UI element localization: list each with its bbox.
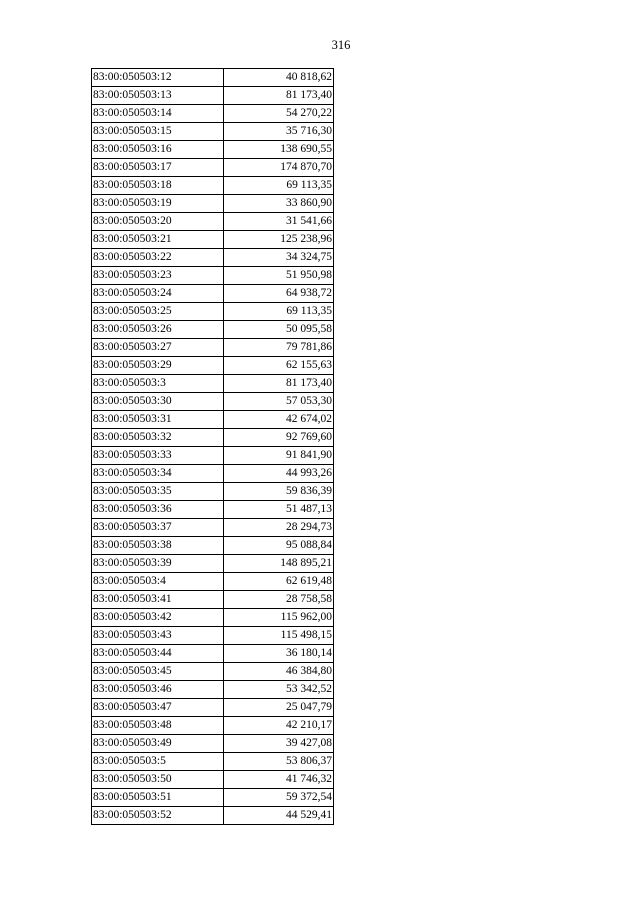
value-cell: 69 113,35 [224, 177, 334, 195]
value-cell: 62 155,63 [224, 357, 334, 375]
table-row [92, 213, 334, 231]
cadastral-number-cell: 83:00:050503:21 [92, 231, 224, 249]
value-cell: 36 180,14 [224, 645, 334, 663]
cadastral-number-cell: 83:00:050503:19 [92, 195, 224, 213]
value-cell: 62 619,48 [224, 573, 334, 591]
value-cell: 81 173,40 [224, 87, 334, 105]
table-row [92, 573, 334, 591]
table-row [92, 195, 334, 213]
value-cell: 25 047,79 [224, 699, 334, 717]
table-row [92, 663, 334, 681]
table-row [92, 141, 334, 159]
value-cell: 41 746,32 [224, 771, 334, 789]
table-row [92, 339, 334, 357]
value-cell: 115 962,00 [224, 609, 334, 627]
value-cell: 40 818,62 [224, 69, 334, 87]
value-cell: 125 238,96 [224, 231, 334, 249]
value-cell: 42 210,17 [224, 717, 334, 735]
table-row [92, 159, 334, 177]
table-row [92, 771, 334, 789]
value-cell: 115 498,15 [224, 627, 334, 645]
value-cell: 51 487,13 [224, 501, 334, 519]
cadastral-number-cell: 83:00:050503:33 [92, 447, 224, 465]
cadastral-number-cell: 83:00:050503:13 [92, 87, 224, 105]
value-cell: 57 053,30 [224, 393, 334, 411]
cadastral-number-cell: 83:00:050503:25 [92, 303, 224, 321]
cadastral-number-cell: 83:00:050503:51 [92, 789, 224, 807]
cadastral-number-cell: 83:00:050503:24 [92, 285, 224, 303]
cadastral-number-cell: 83:00:050503:30 [92, 393, 224, 411]
cadastral-number-cell: 83:00:050503:39 [92, 555, 224, 573]
value-cell: 51 950,98 [224, 267, 334, 285]
table-row [92, 483, 334, 501]
table-row [92, 555, 334, 573]
value-cell: 59 836,39 [224, 483, 334, 501]
value-cell: 44 993,26 [224, 465, 334, 483]
cadastral-number-cell: 83:00:050503:31 [92, 411, 224, 429]
value-cell: 31 541,66 [224, 213, 334, 231]
value-cell: 34 324,75 [224, 249, 334, 267]
value-cell: 64 938,72 [224, 285, 334, 303]
table-row [92, 411, 334, 429]
table-row [92, 303, 334, 321]
cadastral-number-cell: 83:00:050503:20 [92, 213, 224, 231]
table-row [92, 609, 334, 627]
table-row [92, 267, 334, 285]
table-row [92, 375, 334, 393]
cadastral-number-cell: 83:00:050503:26 [92, 321, 224, 339]
table-row [92, 249, 334, 267]
cadastral-number-cell: 83:00:050503:15 [92, 123, 224, 141]
value-cell: 174 870,70 [224, 159, 334, 177]
table-row [92, 537, 334, 555]
cadastral-number-cell: 83:00:050503:22 [92, 249, 224, 267]
value-cell: 59 372,54 [224, 789, 334, 807]
cadastral-number-cell: 83:00:050503:42 [92, 609, 224, 627]
value-cell: 53 342,52 [224, 681, 334, 699]
value-cell: 33 860,90 [224, 195, 334, 213]
table-row [92, 123, 334, 141]
cadastral-number-cell: 83:00:050503:29 [92, 357, 224, 375]
table-row [92, 591, 334, 609]
value-cell: 28 758,58 [224, 591, 334, 609]
table-row [92, 627, 334, 645]
cadastral-number-cell: 83:00:050503:34 [92, 465, 224, 483]
table-body [92, 69, 334, 825]
cadastral-value-table [91, 68, 334, 825]
table-row [92, 717, 334, 735]
cadastral-number-cell: 83:00:050503:43 [92, 627, 224, 645]
cadastral-number-cell: 83:00:050503:5 [92, 753, 224, 771]
table-row [92, 285, 334, 303]
value-cell: 54 270,22 [224, 105, 334, 123]
table-row [92, 429, 334, 447]
cadastral-number-cell: 83:00:050503:17 [92, 159, 224, 177]
value-cell: 79 781,86 [224, 339, 334, 357]
table-row [92, 69, 334, 87]
cadastral-number-cell: 83:00:050503:14 [92, 105, 224, 123]
table-row [92, 177, 334, 195]
value-cell: 28 294,73 [224, 519, 334, 537]
cadastral-number-cell: 83:00:050503:50 [92, 771, 224, 789]
cadastral-number-cell: 83:00:050503:38 [92, 537, 224, 555]
cadastral-number-cell: 83:00:050503:3 [92, 375, 224, 393]
table-row [92, 357, 334, 375]
table-row [92, 681, 334, 699]
cadastral-number-cell: 83:00:050503:52 [92, 807, 224, 825]
value-cell: 53 806,37 [224, 753, 334, 771]
cadastral-number-cell: 83:00:050503:27 [92, 339, 224, 357]
value-cell: 50 095,58 [224, 321, 334, 339]
table-row [92, 789, 334, 807]
table-row [92, 519, 334, 537]
table-row [92, 501, 334, 519]
table-row [92, 645, 334, 663]
cadastral-number-cell: 83:00:050503:35 [92, 483, 224, 501]
cadastral-number-cell: 83:00:050503:46 [92, 681, 224, 699]
table-row [92, 321, 334, 339]
cadastral-number-cell: 83:00:050503:37 [92, 519, 224, 537]
cadastral-number-cell: 83:00:050503:44 [92, 645, 224, 663]
page-number: 316 [331, 38, 351, 52]
cadastral-number-cell: 83:00:050503:32 [92, 429, 224, 447]
value-cell: 42 674,02 [224, 411, 334, 429]
cadastral-number-cell: 83:00:050503:12 [92, 69, 224, 87]
table-row [92, 735, 334, 753]
value-cell: 39 427,08 [224, 735, 334, 753]
cadastral-number-cell: 83:00:050503:23 [92, 267, 224, 285]
table-row [92, 87, 334, 105]
value-cell: 138 690,55 [224, 141, 334, 159]
table-row [92, 465, 334, 483]
table-row [92, 105, 334, 123]
value-cell: 35 716,30 [224, 123, 334, 141]
value-cell: 91 841,90 [224, 447, 334, 465]
cadastral-number-cell: 83:00:050503:4 [92, 573, 224, 591]
value-cell: 69 113,35 [224, 303, 334, 321]
value-cell: 46 384,80 [224, 663, 334, 681]
cadastral-number-cell: 83:00:050503:41 [92, 591, 224, 609]
cadastral-number-cell: 83:00:050503:49 [92, 735, 224, 753]
table-row [92, 807, 334, 825]
cadastral-number-cell: 83:00:050503:48 [92, 717, 224, 735]
value-cell: 81 173,40 [224, 375, 334, 393]
value-cell: 92 769,60 [224, 429, 334, 447]
value-cell: 148 895,21 [224, 555, 334, 573]
cadastral-number-cell: 83:00:050503:45 [92, 663, 224, 681]
cadastral-number-cell: 83:00:050503:18 [92, 177, 224, 195]
table-row [92, 447, 334, 465]
value-cell: 95 088,84 [224, 537, 334, 555]
table-row [92, 699, 334, 717]
cadastral-number-cell: 83:00:050503:16 [92, 141, 224, 159]
cadastral-number-cell: 83:00:050503:47 [92, 699, 224, 717]
value-cell: 44 529,41 [224, 807, 334, 825]
table-row [92, 393, 334, 411]
cadastral-number-cell: 83:00:050503:36 [92, 501, 224, 519]
table-row [92, 753, 334, 771]
table-row [92, 231, 334, 249]
